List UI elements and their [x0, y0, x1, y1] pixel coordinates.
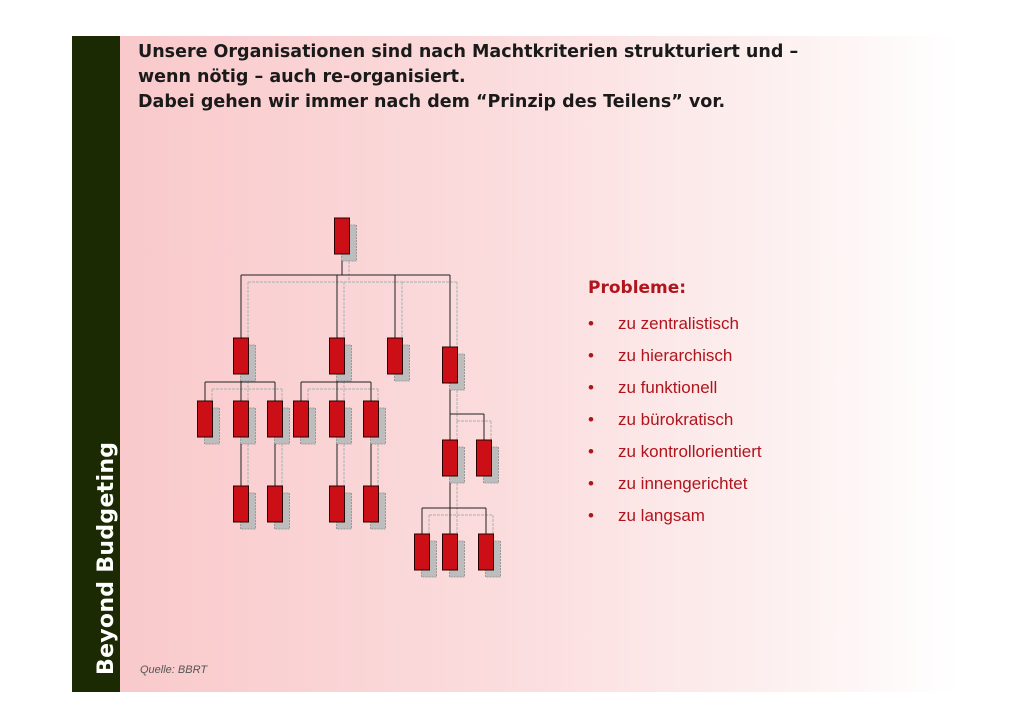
bullet-icon: • — [588, 442, 594, 461]
org-box — [477, 440, 492, 476]
problem-text: zu zentralistisch — [618, 314, 739, 333]
problem-text: zu innengerichtet — [618, 474, 748, 493]
org-box — [330, 338, 345, 374]
org-box — [330, 401, 345, 437]
problems-title: Probleme: — [588, 278, 687, 298]
org-box — [443, 440, 458, 476]
org-box — [415, 534, 430, 570]
problem-text: zu hierarchisch — [618, 346, 733, 365]
problems-list — [588, 278, 762, 532]
headline-line-2: wenn nötig – auch re-organisiert. — [138, 67, 466, 87]
org-box — [364, 401, 379, 437]
sidebar-label: Beyond Budgeting — [94, 441, 119, 675]
bullet-icon: • — [588, 346, 594, 365]
problem-item — [588, 436, 762, 468]
org-box — [234, 338, 249, 374]
org-box — [479, 534, 494, 570]
problem-text: zu langsam — [618, 506, 705, 525]
bullet-icon: • — [588, 314, 594, 333]
problem-text: zu kontrollorientiert — [618, 442, 762, 461]
org-box — [234, 486, 249, 522]
problem-item — [588, 500, 762, 532]
org-box — [268, 486, 283, 522]
problem-item — [588, 308, 762, 340]
headline-line-1: Unsere Organisationen sind nach Machtkriterien strukturiert und – — [138, 42, 799, 62]
bullet-icon: • — [588, 410, 594, 429]
bullet-icon: • — [588, 474, 594, 493]
org-box — [198, 401, 213, 437]
problem-text: zu funktionell — [618, 378, 718, 397]
problem-item — [588, 404, 762, 436]
headline-line-3: Dabei gehen wir immer nach dem “Prinzip des Teilens” vor. — [138, 92, 726, 112]
org-box — [443, 347, 458, 383]
org-box — [443, 534, 458, 570]
org-box — [335, 218, 350, 254]
problem-item — [588, 468, 762, 500]
bullet-icon: • — [588, 378, 594, 397]
org-box — [388, 338, 403, 374]
org-box — [234, 401, 249, 437]
org-box — [364, 486, 379, 522]
problem-text: zu bürokratisch — [618, 410, 734, 429]
org-box — [268, 401, 283, 437]
org-box — [330, 486, 345, 522]
org-box — [294, 401, 309, 437]
problem-item — [588, 372, 762, 404]
problem-item — [588, 340, 762, 372]
source-note: Quelle: BBRT — [140, 664, 208, 676]
bullet-icon: • — [588, 506, 594, 525]
